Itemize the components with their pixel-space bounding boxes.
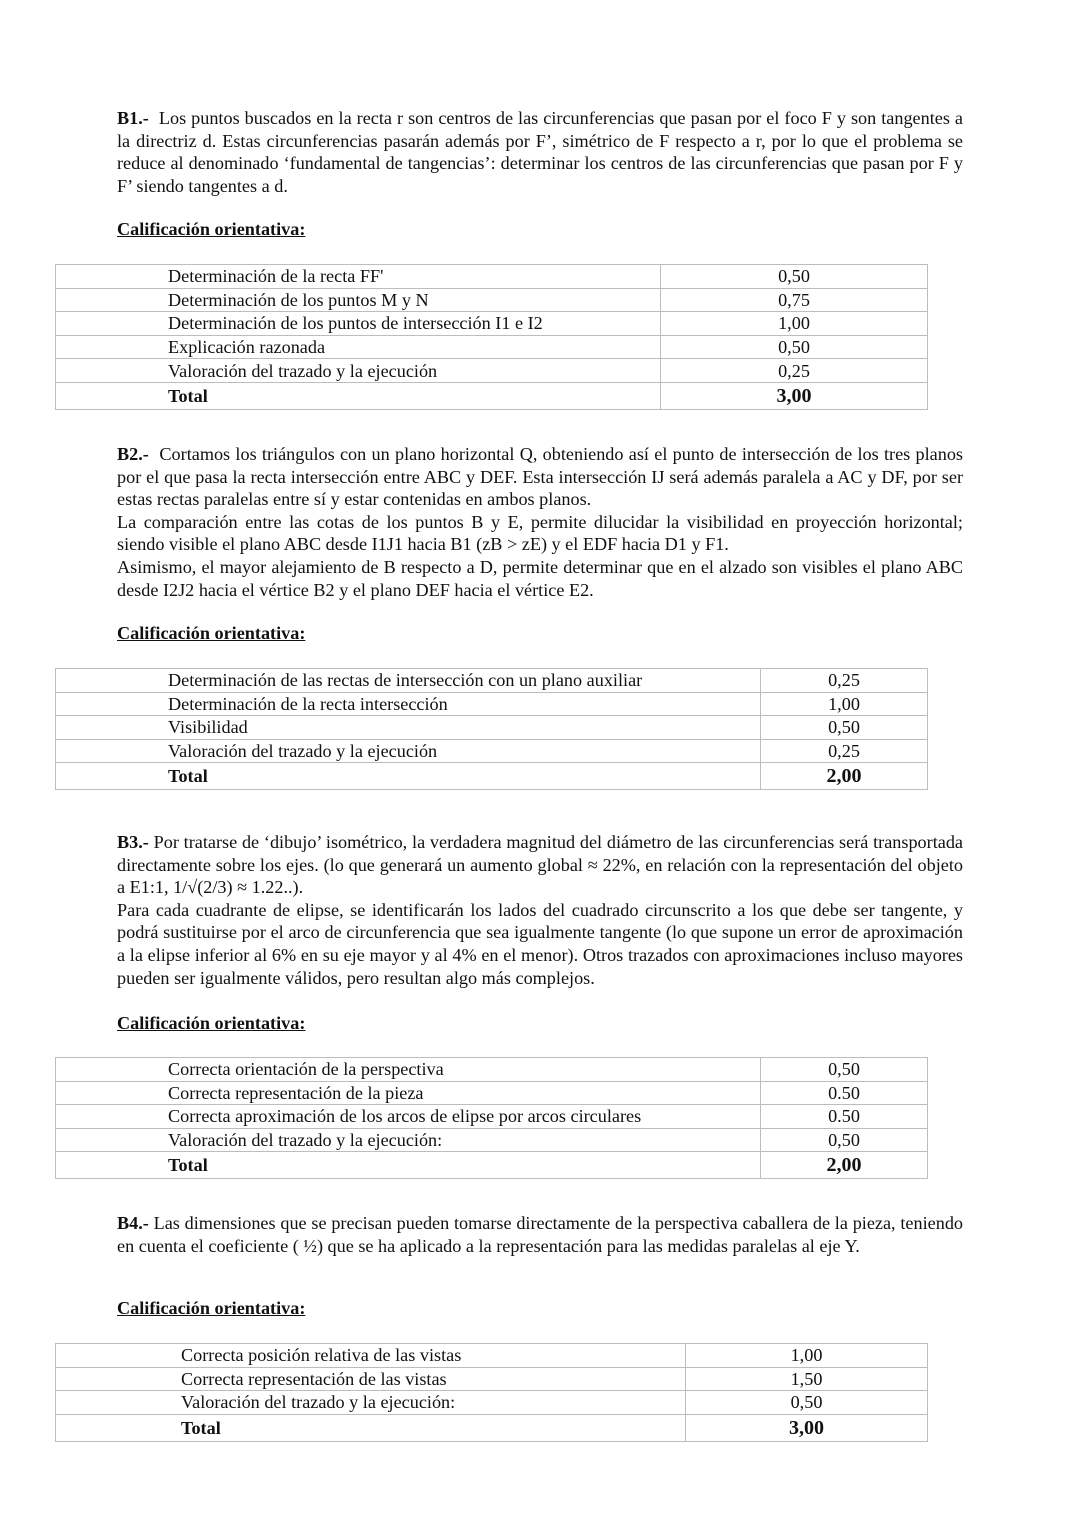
criterion-text: Determinación de la recta FF' — [56, 265, 661, 289]
criterion-text: Determinación de la recta intersección — [56, 692, 761, 716]
total-label: Total — [56, 1152, 761, 1179]
section-b3-label: B3.- — [117, 832, 149, 852]
criterion-score: 0,50 — [761, 716, 928, 740]
section-b4-text — [117, 1212, 963, 1257]
criterion-text: Determinación de los puntos de intersección I1 e I2 — [56, 312, 661, 336]
section-b2-paragraph: Cortamos los triángulos con un plano horizontal Q, obteniendo así el punto de intersección de los tres planos por el que pasa la recta intersección entre ABC y DEF. Esta intersección IJ será además paralela a AC y DF, por ser estas rectas paralelas entre sí y estar contenidas en ambos planos. — [117, 444, 963, 510]
table-row — [56, 1391, 928, 1415]
table-row — [56, 1105, 928, 1129]
criterion-score: 0,50 — [661, 335, 928, 359]
table-row — [56, 265, 928, 289]
total-row — [56, 763, 928, 790]
section-b1-grading-table — [55, 264, 928, 410]
criterion-text: Explicación razonada — [56, 335, 661, 359]
table-row — [56, 1081, 928, 1105]
section-b3-text — [117, 831, 963, 989]
section-b4-label: B4.- — [117, 1213, 149, 1233]
criterion-text: Correcta orientación de la perspectiva — [56, 1058, 761, 1082]
criterion-score: 0.50 — [761, 1105, 928, 1129]
total-score: 2,00 — [761, 763, 928, 790]
criterion-score: 0,25 — [661, 359, 928, 383]
table-row — [56, 335, 928, 359]
section-b3-paragraph: Por tratarse de ‘dibujo’ isométrico, la verdadera magnitud del diámetro de las circunferencias será transportada directamente sobre los ejes. (lo que generará un aumento global ≈ 22%, en relación con la representación del objeto a E1:1, 1/√(2/3) ≈ 1.22..). — [117, 832, 963, 898]
section-b2-grading-table — [55, 668, 928, 790]
table-row — [56, 1367, 928, 1391]
criterion-score: 0,50 — [686, 1391, 928, 1415]
total-score: 3,00 — [686, 1414, 928, 1441]
table-row — [56, 312, 928, 336]
criterion-text: Correcta posición relativa de las vistas — [56, 1344, 686, 1368]
table-row — [56, 1128, 928, 1152]
criterion-score: 0,50 — [761, 1058, 928, 1082]
section-b4-paragraph: Las dimensiones que se precisan pueden tomarse directamente de la perspectiva caballera de la pieza, teniendo en cuenta el coeficiente ( ½) que se ha aplicado a la representación para las medidas paralelas al eje Y. — [117, 1213, 964, 1256]
criterion-text: Correcta aproximación de los arcos de elipse por arcos circulares — [56, 1105, 761, 1129]
criterion-score: 1,00 — [686, 1344, 928, 1368]
criterion-text: Determinación de las rectas de intersección con un plano auxiliar — [56, 669, 761, 693]
section-b1-paragraph: Los puntos buscados en la recta r son centros de las circunferencias que pasan por el foco F y son tangentes a la directriz d. Estas circunferencias pasarán además por F’, simétrico de F respecto a r, por lo que el problema se reduce al denominado ‘fundamental de tangencias’: determinar los centros de las circunferencias que pasan por F y F’ siendo tangentes a d. — [117, 108, 964, 196]
criterion-text: Valoración del trazado y la ejecución: — [56, 1391, 686, 1415]
criterion-text: Valoración del trazado y la ejecución: — [56, 1128, 761, 1152]
table-row — [56, 716, 928, 740]
section-b2-text — [117, 443, 963, 601]
section-b2-label: B2.- — [117, 444, 149, 464]
criterion-text: Valoración del trazado y la ejecución — [56, 359, 661, 383]
criterion-text: Valoración del trazado y la ejecución — [56, 739, 761, 763]
section-b3-grading-heading: Calificación orientativa: — [117, 1013, 306, 1033]
criterion-text: Correcta representación de la pieza — [56, 1081, 761, 1105]
criterion-score: 0,75 — [661, 288, 928, 312]
table-row — [56, 692, 928, 716]
criterion-score: 1,00 — [761, 692, 928, 716]
section-b4-grading-table — [55, 1343, 928, 1442]
section-b3-grading-table — [55, 1057, 928, 1179]
criterion-text: Visibilidad — [56, 716, 761, 740]
table-row — [56, 739, 928, 763]
section-b3-paragraph: Para cada cuadrante de elipse, se identificarán los lados del cuadrado circunscrito a los que debe ser tangente, y podrá sustituirse por el arco de circunferencia que sea igualmente tangente (lo que supone un error de aproximación a la elipse inferior al 6% en su eje mayor y al 4% en el menor). Otros trazados con aproximaciones incluso mayores pueden ser igualmente válidos, pero resultan algo más complejos. — [117, 899, 963, 988]
section-b1-text — [117, 107, 963, 197]
criterion-score: 1,00 — [661, 312, 928, 336]
criterion-score: 0,25 — [761, 669, 928, 693]
total-score: 3,00 — [661, 382, 928, 409]
section-b2-paragraph: Asimismo, el mayor alejamiento de B respecto a D, permite determinar que en el alzado son visibles el plano ABC desde I2J2 hacia el vértice B2 y el plano DEF hacia el vértice E2. — [117, 556, 963, 600]
total-label: Total — [56, 763, 761, 790]
criterion-text: Determinación de los puntos M y N — [56, 288, 661, 312]
table-row — [56, 359, 928, 383]
section-b2-grading-heading: Calificación orientativa: — [117, 623, 306, 643]
criterion-score: 0,25 — [761, 739, 928, 763]
criterion-score: 0,50 — [761, 1128, 928, 1152]
total-score: 2,00 — [761, 1152, 928, 1179]
table-row — [56, 1344, 928, 1368]
criterion-text: Correcta representación de las vistas — [56, 1367, 686, 1391]
total-row — [56, 382, 928, 409]
section-b1-grading-heading: Calificación orientativa: — [117, 219, 306, 239]
section-b2-paragraph: La comparación entre las cotas de los puntos B y E, permite dilucidar la visibilidad en proyección horizontal; siendo visible el plano ABC desde I1J1 hacia B1 (zB > zE) y el EDF hacia D1 y F1. — [117, 511, 963, 555]
table-row — [56, 1058, 928, 1082]
criterion-score: 0.50 — [761, 1081, 928, 1105]
table-row — [56, 669, 928, 693]
criterion-score: 0,50 — [661, 265, 928, 289]
total-label: Total — [56, 382, 661, 409]
section-b4-grading-heading: Calificación orientativa: — [117, 1298, 306, 1318]
total-row — [56, 1152, 928, 1179]
criterion-score: 1,50 — [686, 1367, 928, 1391]
total-row — [56, 1414, 928, 1441]
total-label: Total — [56, 1414, 686, 1441]
table-row — [56, 288, 928, 312]
section-b1-label: B1.- — [117, 108, 149, 128]
